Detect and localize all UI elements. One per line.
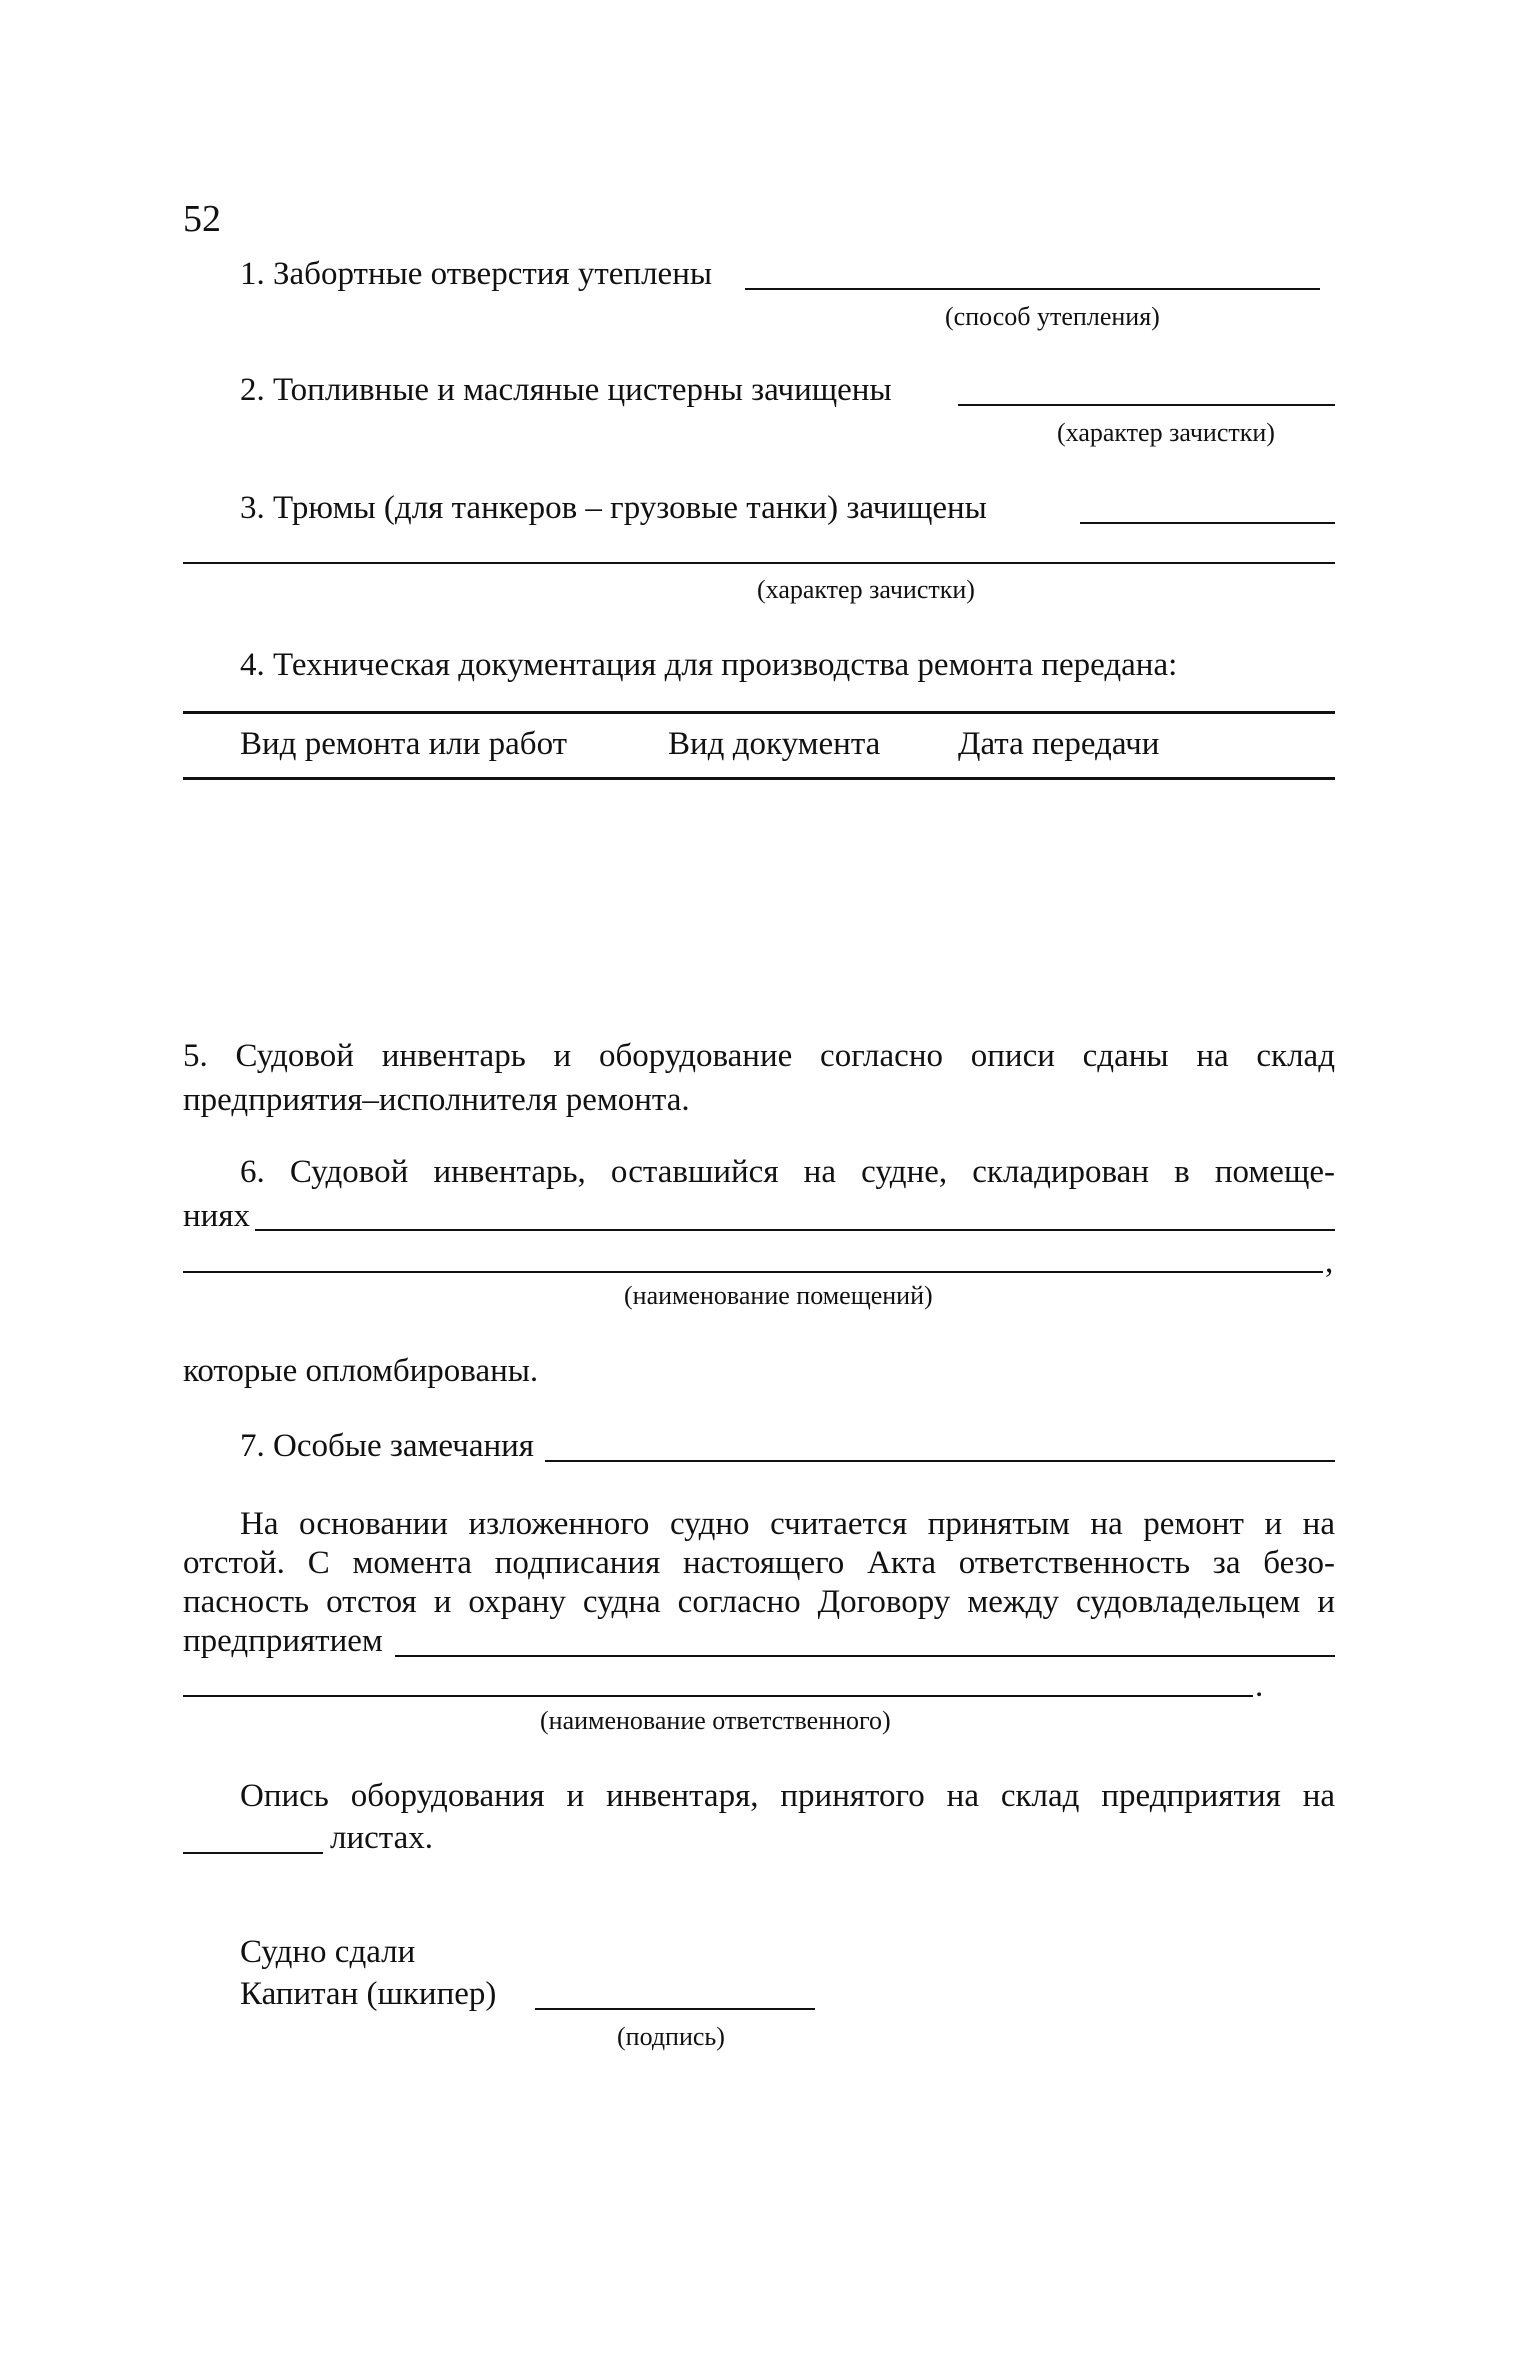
page-number: 52	[183, 198, 221, 240]
item-6-blank-line-2	[183, 1271, 1323, 1273]
basis-line-2: отстой. С момента подписания настоящего Акта ответственность за безо-	[183, 1545, 1335, 1581]
item-7-blank-line	[545, 1460, 1335, 1462]
item-3-blank-line	[1080, 522, 1335, 524]
table-header-repair-type: Вид ремонта или работ	[240, 726, 568, 762]
item-6-caption: (наименование помещений)	[624, 1281, 933, 1310]
signature-line-1: Судно сдали	[240, 1934, 416, 1970]
item-1-caption: (способ утепления)	[945, 302, 1160, 331]
item-3-caption: (характер зачистки)	[757, 575, 975, 604]
item-1-text: 1. Забортные отверстия утеплены	[240, 256, 713, 292]
item-6-line-3: которые опломбированы.	[183, 1353, 539, 1389]
inventory-sheets-blank	[183, 1852, 323, 1854]
item-4-text: 4. Техническая документация для производства ремонта передана:	[240, 647, 1178, 683]
item-3-text: 3. Трюмы (для танкеров – грузовые танки) зачищены	[240, 490, 987, 526]
item-2-text: 2. Топливные и масляные цистерны зачищены	[240, 372, 892, 408]
signature-line-2: Капитан (шкипер)	[240, 1976, 497, 2012]
item-5-line-2: предприятия–исполнителя ремонта.	[183, 1082, 690, 1118]
signature-caption: (подпись)	[617, 2022, 725, 2051]
item-3-blank-line-2	[183, 562, 1335, 564]
basis-line-3: пасность отстоя и охрану судна согласно Договору между судовладельцем и	[183, 1584, 1335, 1620]
item-6-line-2: ниях	[183, 1198, 250, 1234]
basis-line-1: На основании изложенного судно считается принятым на ремонт и на	[240, 1506, 1335, 1542]
basis-line-4: предприятием	[183, 1623, 383, 1659]
inventory-line-1: Опись оборудования и инвентаря, принятого на склад предприятия на	[240, 1778, 1335, 1814]
item-5-line-1: 5. Судовой инвентарь и оборудование согласно описи сданы на склад	[183, 1038, 1335, 1074]
item-7-text: 7. Особые замечания	[240, 1428, 534, 1464]
table-bottom-rule	[183, 777, 1335, 780]
item-2-blank-line	[958, 404, 1335, 406]
item-6-line-1: 6. Судовой инвентарь, оставшийся на судне, складирован в помеще-	[240, 1154, 1335, 1190]
item-1-blank-line	[745, 288, 1320, 290]
basis-blank-line-2	[183, 1695, 1253, 1697]
basis-blank-line	[395, 1655, 1335, 1657]
table-top-rule	[183, 711, 1335, 714]
table-header-document-type: Вид документа	[668, 726, 881, 762]
item-6-blank-line	[255, 1229, 1335, 1231]
item-2-caption: (характер зачистки)	[1057, 418, 1275, 447]
inventory-line-2: листах.	[330, 1820, 433, 1856]
table-header-transfer-date: Дата передачи	[958, 726, 1160, 762]
item-6-comma: ,	[1325, 1244, 1334, 1280]
signature-blank-line	[535, 2008, 815, 2010]
basis-period: .	[1255, 1668, 1264, 1704]
basis-caption: (наименование ответственного)	[540, 1706, 891, 1735]
